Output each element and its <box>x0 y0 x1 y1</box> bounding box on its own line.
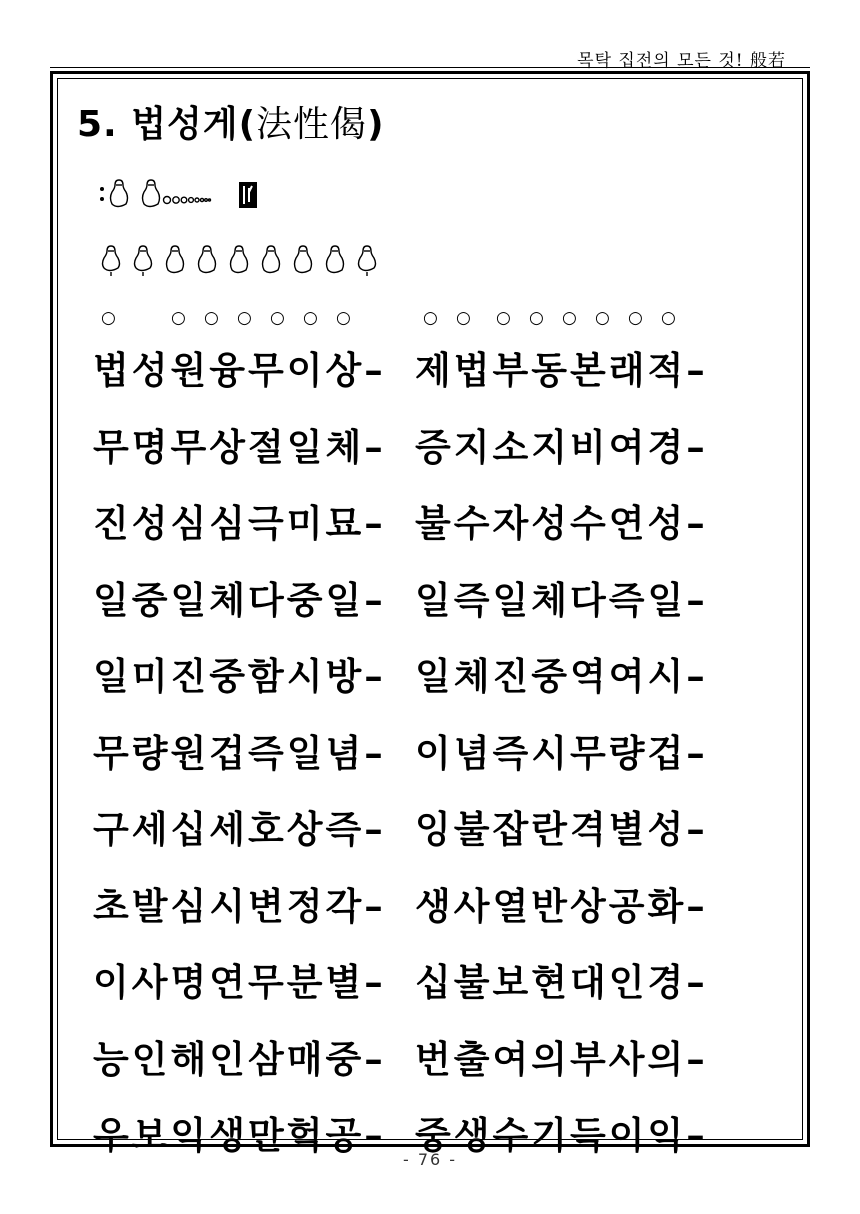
beat-marker: ○ <box>496 308 511 328</box>
mokttak-single-strike-icon <box>103 246 120 276</box>
mokttak-notation-legend-row <box>99 174 259 214</box>
verse-left: 무량원겁즉일념– <box>93 730 386 775</box>
mokttak-outline-icon <box>263 246 280 273</box>
beat-marker: ○ <box>171 308 186 328</box>
section-title-korean: 5. 법성게( <box>77 104 257 145</box>
mokttak-hit-solid-icon <box>239 182 257 208</box>
verse-right: 일체진중역여시– <box>415 654 708 698</box>
verse-right: 제법부동본래적– <box>415 348 708 392</box>
beat-marker: ○ <box>237 308 252 328</box>
verse-right: 번출여의부사의– <box>415 1036 708 1081</box>
section-title-close: ) <box>367 104 385 145</box>
beat-marker: ○ <box>562 308 577 328</box>
verse-left: 무명무상절일체– <box>93 424 386 469</box>
mokttak-single-strike-icon <box>135 246 152 276</box>
mokttak-outline-icon <box>167 246 184 273</box>
verse-left: 진성심심극미묘– <box>93 501 386 545</box>
colon-dot-icon <box>100 187 104 201</box>
beat-marker: ○ <box>595 308 610 328</box>
mokttak-with-rolling-dots-icon <box>143 180 211 207</box>
beat-marker: ○ <box>204 308 219 328</box>
running-header: 목탁 집전의 모든 것! 般若 <box>577 51 786 71</box>
verse-right: 중생수기득이익– <box>415 1113 708 1157</box>
beat-marker: ○ <box>529 308 544 328</box>
verse-right: 증지소지비여경– <box>415 424 708 469</box>
beat-marker: ○ <box>101 308 116 328</box>
verse-left: 우보익생만헉공– <box>93 1113 386 1157</box>
mokttak-single-strike-icon <box>359 246 376 276</box>
mokttak-outline-icon <box>295 246 312 273</box>
verse-right: 십불보현대인경– <box>415 960 708 1004</box>
verse-left: 구세십세호상즉– <box>93 807 386 851</box>
verse-right: 불수자성수연성– <box>415 501 708 545</box>
page-number: - 76 - <box>402 1150 458 1169</box>
mokttak-outline-icon <box>327 246 344 273</box>
mokttak-strike-sequence-row <box>99 240 399 280</box>
mokttak-outline-icon <box>199 246 216 273</box>
verse-left: 초발심시변정각– <box>93 883 386 928</box>
verse-left: 이사명연무분별– <box>93 960 386 1004</box>
section-title <box>77 96 385 147</box>
header-rule <box>50 67 810 68</box>
beat-marker: ○ <box>336 308 351 328</box>
verse-left: 능인해인삼매중– <box>93 1036 386 1081</box>
beat-marker: ○ <box>270 308 285 328</box>
page-frame <box>50 71 810 1157</box>
verse-right: 잉불잡란격별성– <box>415 807 708 851</box>
beat-marker: ○ <box>628 308 643 328</box>
verse-right: 일즉일체다즉일– <box>415 577 708 622</box>
verse-left: 법성원융무이상– <box>93 348 386 392</box>
verse-left: 일중일체다중일– <box>93 577 386 622</box>
verse-left: 일미진중함시방– <box>93 654 386 698</box>
beat-marker: ○ <box>661 308 676 328</box>
beat-marker: ○ <box>423 308 438 328</box>
verse-right: 생사열반상공화– <box>415 883 708 928</box>
section-title-hanja: 法性偈 <box>256 104 368 145</box>
beat-marker: ○ <box>456 308 471 328</box>
beat-marker: ○ <box>303 308 318 328</box>
verse-right: 이념즉시무량겁– <box>415 730 708 775</box>
mokttak-outline-icon <box>231 246 248 273</box>
mokttak-outline-icon <box>111 180 128 207</box>
